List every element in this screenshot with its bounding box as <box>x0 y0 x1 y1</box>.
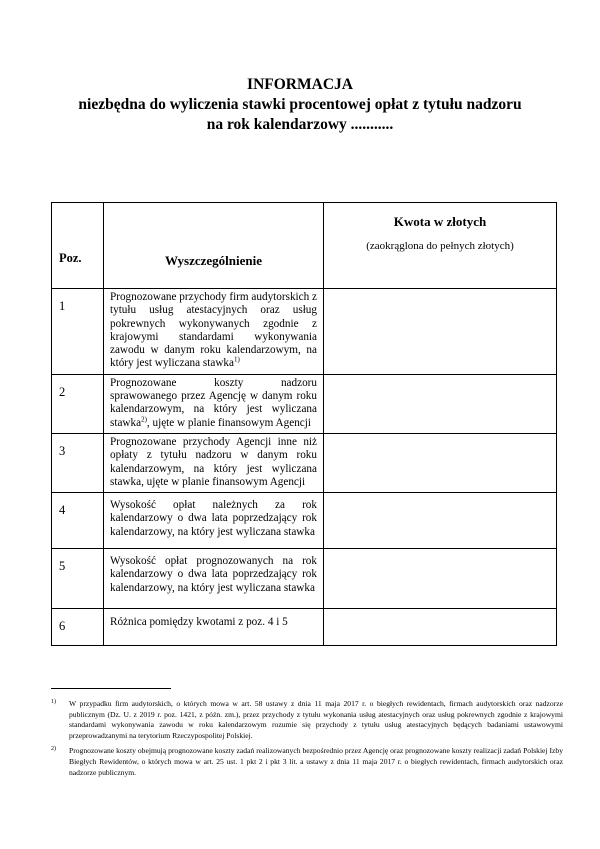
row-description-tail: , ujęte w planie finansowym Agencji <box>146 416 311 429</box>
row-poz: 2 <box>59 384 66 399</box>
footnote-2 <box>51 746 563 778</box>
footnote-text: Prognozowane koszty obejmują prognozowane koszty zadań realizowanych bezpośrednio przez Agencję oraz prognozowane koszty realizacji zadań Polskiej Izby Biegłych Rewidentów, o których mowa w art. 25 ust. 1 pkt 2 i pkt 3 lit. a ustawy z dnia 11 maja 2017 r. o biegłych rewidentach, firmach audytorskich oraz nadzorze publicznym. <box>69 746 563 777</box>
table-row <box>52 433 557 492</box>
header-poz: Poz. <box>52 203 104 289</box>
footnote-separator <box>51 688 171 689</box>
table-row <box>52 549 557 609</box>
title-heading: INFORMACJA <box>247 76 353 93</box>
row-footnote-ref: 2) <box>141 414 147 423</box>
row-description-text: Prognozowane przychody Agencji inne niż opłaty z tytułu nadzoru w danym roku kalendarzowym, na który jest wyliczana stawka, ujęte w planie finansowym Agencji <box>110 435 317 488</box>
title-year-line: na rok kalendarzowy ........... <box>206 116 394 133</box>
row-description-text: Wysokość opłat prognozowanych na rok kalendarzowy o dwa lata poprzedzający rok kalendarzowy, na który jest wyliczana stawka <box>110 555 317 594</box>
header-description: Wyszczególnienie <box>104 203 324 289</box>
row-amount-cell[interactable] <box>324 374 557 433</box>
row-poz: 4 <box>59 503 66 518</box>
row-description-text: Różnica pomiędzy kwotami z poz. 4 i 5 <box>110 616 288 629</box>
row-description <box>104 549 323 598</box>
footnote-1 <box>51 699 563 741</box>
row-amount-cell[interactable] <box>324 289 557 375</box>
row-footnote-ref: 1) <box>233 355 240 364</box>
row-amount-cell[interactable] <box>324 549 557 609</box>
footnote-mark: 1) <box>51 699 56 705</box>
row-description <box>104 375 323 433</box>
row-amount-cell[interactable] <box>324 433 557 492</box>
table-row <box>52 289 557 375</box>
row-description <box>104 493 323 542</box>
header-amount-note: (zaokrąglona do pełnych złotych) <box>366 240 514 252</box>
header-amount <box>324 203 557 289</box>
row-amount-cell[interactable] <box>324 493 557 549</box>
table-row <box>52 609 557 646</box>
row-poz: 3 <box>59 443 66 458</box>
row-description-text: Prognozowane koszty nadzoru sprawowanego przez Agencję w danym roku kalendarzowym, na który jest wyliczana stawka <box>110 376 317 429</box>
row-description <box>104 434 323 492</box>
row-poz: 5 <box>59 559 66 574</box>
row-poz: 6 <box>59 619 66 634</box>
footnote-mark: 2) <box>51 746 56 753</box>
footnote-text: W przypadku firm audytorskich, o których mowa w art. 58 ustawy z dnia 11 maja 2017 r. o biegłych rewidentach, firmach audytorskich oraz nadzorze publicznym (Dz. U. z 2019 r. poz. 1421, z późn. zm.), przez przychody z tytułu wykonania usług atestacyjnych oraz usług pokrewnych zgodnie z krajowymi standardami wykonywania zawodu w roku kalendarzowym rozumie się przychody z tytułu usług atestacyjnych będących badaniami ustawowymi przeprowadzanymi na terytorium Rzeczypospolitej Polskiej. <box>69 699 563 740</box>
row-description <box>104 609 323 632</box>
information-table <box>51 202 557 646</box>
header-amount-title: Kwota w złotych <box>393 214 487 229</box>
row-amount-cell[interactable] <box>324 609 557 646</box>
title-subheading: niezbędna do wyliczenia stawki procentowej opłat z tytułu nadzoru <box>78 96 522 113</box>
row-description <box>104 289 323 374</box>
table-row <box>52 493 557 549</box>
row-description-text: Wysokość opłat należnych za rok kalendarzowy o dwa lata poprzedzający rok kalendarzowy, na który jest wyliczana stawka <box>110 499 317 538</box>
document-title <box>0 75 600 135</box>
row-description-text: Prognozowane przychody firm audytorskich z tytułu usług atestacyjnych oraz usług pokrewnych wykonywanych zgodnie z krajowymi standardami wykonywania zawodu w danym roku kalendarzowym, na który jest wyliczana stawka <box>110 291 317 370</box>
table-header-row <box>52 203 557 289</box>
footnotes <box>51 688 563 783</box>
row-poz: 1 <box>59 299 66 313</box>
table-row <box>52 374 557 433</box>
